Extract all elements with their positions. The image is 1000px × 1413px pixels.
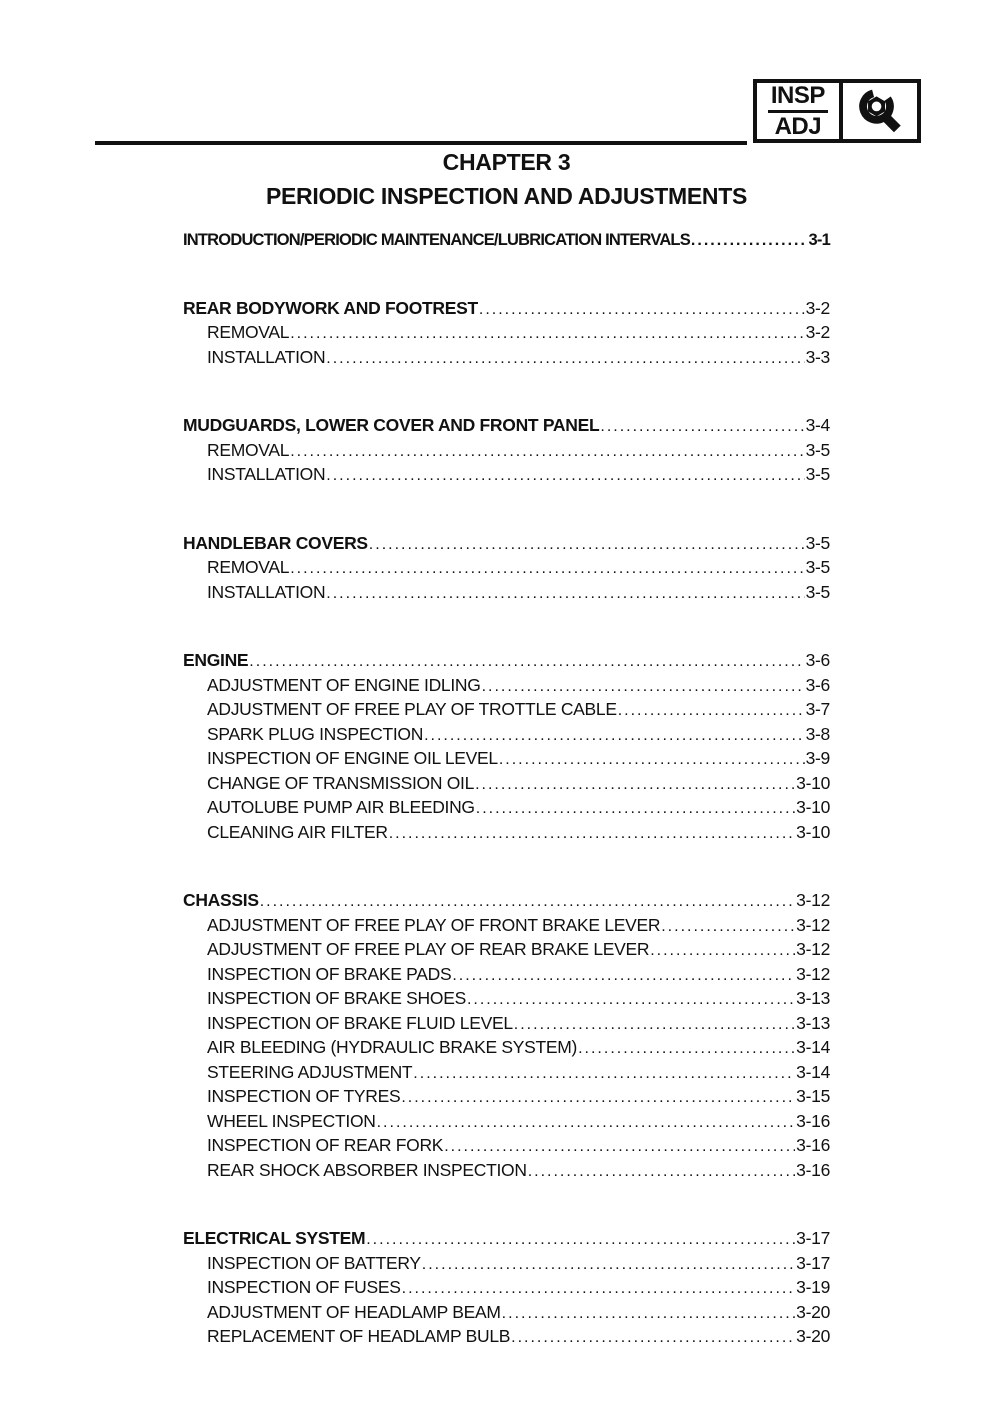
toc-section — [183, 889, 830, 1183]
toc-item — [183, 1252, 830, 1277]
toc-entry-label: REMOVAL — [207, 322, 290, 342]
toc-entry-label: CLEANING AIR FILTER — [207, 821, 388, 842]
toc-entry-label: REAR SHOCK ABSORBER INSPECTION — [207, 1159, 527, 1180]
toc-entry-label: ADJUSTMENT OF FREE PLAY OF FRONT BRAKE LEVER — [207, 914, 661, 935]
chapter-title-block — [183, 148, 830, 210]
dot-leader — [389, 821, 795, 846]
toc-item — [183, 914, 830, 939]
dot-leader — [369, 532, 805, 557]
dot-leader — [482, 674, 805, 699]
toc-item — [183, 1085, 830, 1110]
toc-item — [183, 556, 830, 581]
toc-entry-label: ADJUSTMENT OF FREE PLAY OF TROTTLE CABLE — [207, 699, 617, 719]
toc-entry-label: STEERING ADJUSTMENT — [207, 1061, 413, 1082]
dot-leader — [326, 346, 804, 371]
dot-leader — [514, 1012, 795, 1037]
dot-leader — [691, 229, 808, 253]
toc-item — [183, 796, 830, 821]
header-rule — [95, 141, 747, 145]
toc-entry-page: 3-20 — [796, 1301, 830, 1322]
toc-item — [183, 963, 830, 988]
dot-leader — [452, 963, 795, 988]
toc-section — [183, 532, 830, 606]
dot-leader — [650, 938, 795, 963]
chapter-subtitle: PERIODIC INSPECTION AND ADJUSTMENTS — [265, 183, 748, 209]
dot-leader — [424, 723, 805, 748]
toc-entry-page: 3-10 — [796, 797, 830, 817]
dot-leader — [511, 1325, 795, 1350]
toc-entry-page: 3-16 — [796, 1110, 830, 1131]
dot-leader — [326, 581, 804, 606]
badge-text-cell — [757, 83, 843, 139]
toc-entry-page: 3-5 — [805, 439, 830, 460]
toc-entry-page: 3-12 — [796, 963, 830, 984]
toc-entry-label: ADJUSTMENT OF ENGINE IDLING — [207, 674, 481, 695]
badge-label-adj: ADJ — [774, 112, 822, 140]
toc-item — [183, 1036, 830, 1061]
toc-item — [183, 1012, 830, 1037]
toc-item — [183, 772, 830, 797]
toc-entry-label: INTRODUCTION/PERIODIC MAINTENANCE/LUBRICATION INTERVALS — [183, 231, 690, 249]
dot-leader — [528, 1159, 795, 1184]
toc-item — [183, 1325, 830, 1350]
toc-entry-page: 3-2 — [805, 322, 830, 342]
toc-entry-label: INSPECTION OF BRAKE SHOES — [207, 988, 466, 1008]
toc-entry-label: INSTALLATION — [207, 464, 326, 484]
dot-leader — [290, 321, 804, 346]
toc-item — [183, 987, 830, 1012]
toc-entry-label: ELECTRICAL SYSTEM — [183, 1228, 366, 1248]
insp-adj-badge — [753, 79, 921, 143]
dot-leader — [290, 439, 804, 464]
toc-entry-page: 3-2 — [805, 297, 830, 318]
badge-icon-cell — [843, 83, 917, 139]
toc-entry-page: 3-10 — [796, 772, 830, 793]
toc-section-header — [183, 297, 830, 322]
toc-section-header — [183, 649, 830, 674]
toc-section — [183, 1227, 830, 1350]
toc-entry-page: 3-5 — [805, 557, 830, 577]
toc-entry-label: AIR BLEEDING (HYDRAULIC BRAKE SYSTEM) — [207, 1037, 578, 1057]
toc-entry-label: INSPECTION OF BRAKE FLUID LEVEL — [207, 1012, 513, 1033]
toc-section-header — [183, 414, 830, 439]
toc-item — [183, 1276, 830, 1301]
toc-entry-label: CHASSIS — [183, 890, 259, 910]
toc-entry-label: INSPECTION OF BATTERY — [207, 1252, 421, 1273]
toc-item — [183, 674, 830, 699]
toc-entry-page: 3-14 — [796, 1037, 830, 1057]
toc-entry-label: AUTOLUBE PUMP AIR BLEEDING — [207, 797, 475, 817]
toc-entry-page: 3-1 — [808, 231, 830, 249]
toc-entry-page: 3-12 — [796, 890, 830, 910]
dot-leader — [401, 1085, 795, 1110]
toc-entry-label: SPARK PLUG INSPECTION — [207, 723, 424, 744]
dot-leader — [618, 698, 805, 723]
dot-leader — [377, 1110, 796, 1135]
toc-entry-page: 3-17 — [796, 1252, 830, 1273]
toc-item — [183, 439, 830, 464]
toc-entry-page: 3-4 — [805, 415, 830, 435]
toc-entry-page: 3-8 — [805, 723, 830, 744]
toc-item — [183, 1134, 830, 1159]
toc-entry-page: 3-16 — [796, 1135, 830, 1155]
toc-entry-page: 3-6 — [805, 674, 830, 695]
dot-leader — [475, 772, 795, 797]
toc-section-header — [183, 532, 830, 557]
toc-entry-label: INSTALLATION — [207, 346, 326, 367]
toc-entry-label: ENGINE — [183, 650, 249, 670]
dot-leader — [290, 556, 804, 581]
toc-section — [183, 649, 830, 845]
toc-entry-label: INSTALLATION — [207, 581, 326, 602]
dot-leader — [422, 1252, 795, 1277]
toc-item — [183, 821, 830, 846]
toc-entry-label: INSPECTION OF REAR FORK — [207, 1135, 444, 1155]
dot-leader — [600, 414, 804, 439]
dot-leader — [661, 914, 795, 939]
toc-entry-page: 3-19 — [796, 1277, 830, 1297]
toc-entry-page: 3-14 — [796, 1061, 830, 1082]
toc-item — [183, 1301, 830, 1326]
chapter-title: CHAPTER 3 — [442, 149, 571, 175]
toc-entry-page: 3-5 — [805, 581, 830, 602]
toc-entry-label: INSPECTION OF BRAKE PADS — [207, 963, 452, 984]
toc-item — [183, 747, 830, 772]
toc-entry-page: 3-16 — [796, 1159, 830, 1180]
toc-entry-page: 3-6 — [805, 650, 830, 670]
toc-entry-page: 3-9 — [805, 748, 830, 768]
toc-entry-page: 3-5 — [805, 464, 830, 484]
toc-entry-label: REPLACEMENT OF HEADLAMP BULB — [207, 1326, 511, 1346]
toc-entry-label: REMOVAL — [207, 439, 290, 460]
badge-label — [768, 83, 828, 140]
dot-leader — [249, 649, 804, 674]
dot-leader — [366, 1227, 795, 1252]
badge-label-insp: INSP — [768, 83, 828, 113]
toc-entry-label: INSPECTION OF FUSES — [207, 1277, 401, 1297]
toc-item — [183, 1159, 830, 1184]
toc-item — [183, 1110, 830, 1135]
toc-item — [183, 1061, 830, 1086]
toc-section — [183, 297, 830, 371]
toc-entry-page: 3-20 — [796, 1326, 830, 1346]
dot-leader — [467, 987, 795, 1012]
dot-leader — [476, 796, 795, 821]
toc-entry-label: ADJUSTMENT OF FREE PLAY OF REAR BRAKE LEVER — [207, 939, 650, 959]
toc-intro-entry — [183, 229, 830, 253]
toc-item — [183, 346, 830, 371]
toc-entry-page: 3-7 — [805, 699, 830, 719]
dot-leader — [402, 1276, 796, 1301]
toc-entry-label: ADJUSTMENT OF HEADLAMP BEAM — [207, 1301, 501, 1322]
toc-section-header — [183, 889, 830, 914]
toc-item — [183, 723, 830, 748]
toc-item — [183, 698, 830, 723]
toc-entry-label: REAR BODYWORK AND FOOTREST — [183, 297, 478, 318]
toc-entry-label: INSPECTION OF ENGINE OIL LEVEL — [207, 748, 498, 768]
toc-entry-label: REMOVAL — [207, 557, 290, 577]
toc-entry-page: 3-15 — [796, 1086, 830, 1106]
toc-entry-page: 3-12 — [796, 939, 830, 959]
dot-leader — [444, 1134, 795, 1159]
toc-entry-page: 3-12 — [796, 914, 830, 935]
toc-item — [183, 463, 830, 488]
toc-section — [183, 414, 830, 488]
toc-entry-label: WHEEL INSPECTION — [207, 1110, 376, 1131]
dot-leader — [502, 1301, 796, 1326]
toc-entry-page: 3-13 — [796, 988, 830, 1008]
dot-leader — [499, 747, 805, 772]
toc-section-header — [183, 1227, 830, 1252]
dot-leader — [578, 1036, 795, 1061]
dot-leader — [479, 297, 805, 322]
dot-leader — [413, 1061, 795, 1086]
toc-list — [183, 229, 830, 1350]
toc-item — [183, 581, 830, 606]
toc-entry-page: 3-17 — [796, 1228, 830, 1248]
toc-entry-page: 3-10 — [796, 821, 830, 842]
dot-leader — [260, 889, 795, 914]
toc-item — [183, 938, 830, 963]
toc-entry-page: 3-13 — [796, 1012, 830, 1033]
toc-item — [183, 321, 830, 346]
toc-entry-label: CHANGE OF TRANSMISSION OIL — [207, 772, 475, 793]
toc-entry-label: INSPECTION OF TYRES — [207, 1086, 401, 1106]
toc-entry-page: 3-3 — [805, 346, 830, 367]
toc-entry-label: HANDLEBAR COVERS — [183, 532, 368, 553]
dot-leader — [326, 463, 804, 488]
wrench-nut-icon — [854, 83, 906, 140]
toc-entry-page: 3-5 — [805, 532, 830, 553]
toc-entry-label: MUDGUARDS, LOWER COVER AND FRONT PANEL — [183, 415, 600, 435]
